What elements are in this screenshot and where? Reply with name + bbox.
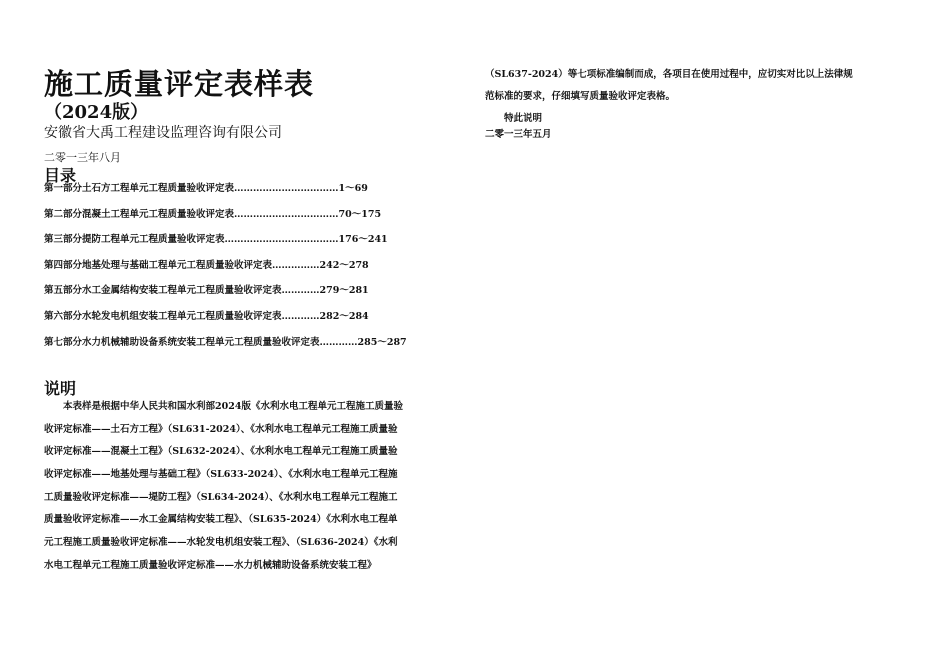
body-line: 收评定标准——地基处理与基础工程》（SL633-2024）、《水利水电工程单元工程施 xyxy=(44,469,398,481)
toc-item[interactable]: 第一部分土石方工程单元工程质量验收评定表……………………………1～69 xyxy=(44,183,368,194)
explanation-heading: 说明 xyxy=(44,379,77,398)
toc-item[interactable]: 第三部分提防工程单元工程质量验收评定表………………………………176～241 xyxy=(44,234,388,246)
toc-item[interactable]: 第五部分水工金属结构安装工程单元工程质量验收评定表…………279～281 xyxy=(44,285,369,297)
body-line: 范标准的要求，仔细填写质量验收评定表格。 xyxy=(485,91,676,102)
document-title: 施工质量评定表样表 xyxy=(44,67,315,101)
body-line: 质量验收评定标准——水工金属结构安装工程》、（SL635-2024）《水利水电工程单 xyxy=(44,514,398,526)
toc-item[interactable]: 第四部分地基处理与基础工程单元工程质量验收评定表……………242～278 xyxy=(44,259,369,271)
body-line: 本表样是根据中华人民共和国水利部2024版《水利水电工程单元工程施工质量验 xyxy=(44,401,403,412)
document-date: 二零一三年八月 xyxy=(44,151,121,164)
table-of-contents xyxy=(44,183,407,362)
explanation-continuation xyxy=(485,68,915,150)
body-line: 收评定标准——混凝土工程》（SL632-2024）、《水利水电工程单元工程施工质量验 xyxy=(44,446,398,458)
closing-date: 二零一三年五月 xyxy=(485,129,552,140)
toc-heading: 目录 xyxy=(44,166,77,185)
body-line: 收评定标准——土石方工程》（SL631-2024）、《水利水电工程单元工程施工质量验 xyxy=(44,423,398,435)
body-line: 水电工程单元工程施工质量验收评定标准——水力机械辅助设备系统安装工程》 xyxy=(44,559,377,571)
explanation-body xyxy=(44,400,464,582)
body-line: 元工程施工质量验收评定标准——水轮发电机组安装工程》、（SL636-2024）《水利 xyxy=(44,537,398,549)
body-line: （SL637-2024）等七项标准编制而成，各项目在使用过程中，应切实对比以上法律规 xyxy=(485,69,853,80)
toc-item[interactable]: 第六部分水轮发电机组安装工程单元工程质量验收评定表…………282～284 xyxy=(44,310,369,322)
toc-item[interactable]: 第二部分混凝土工程单元工程质量验收评定表……………………………70～175 xyxy=(44,208,382,220)
edition-label: （2024版） xyxy=(44,102,149,123)
body-line: 工质量验收评定标准——堤防工程》（SL634-2024）、《水利水电工程单元工程施工 xyxy=(44,491,398,503)
toc-item[interactable]: 第七部分水力机械辅助设备系统安装工程单元工程质量验收评定表…………285～287 xyxy=(44,336,407,348)
company-name: 安徽省大禹工程建设监理咨询有限公司 xyxy=(44,125,282,141)
closing-note: 特此说明 xyxy=(485,113,543,124)
